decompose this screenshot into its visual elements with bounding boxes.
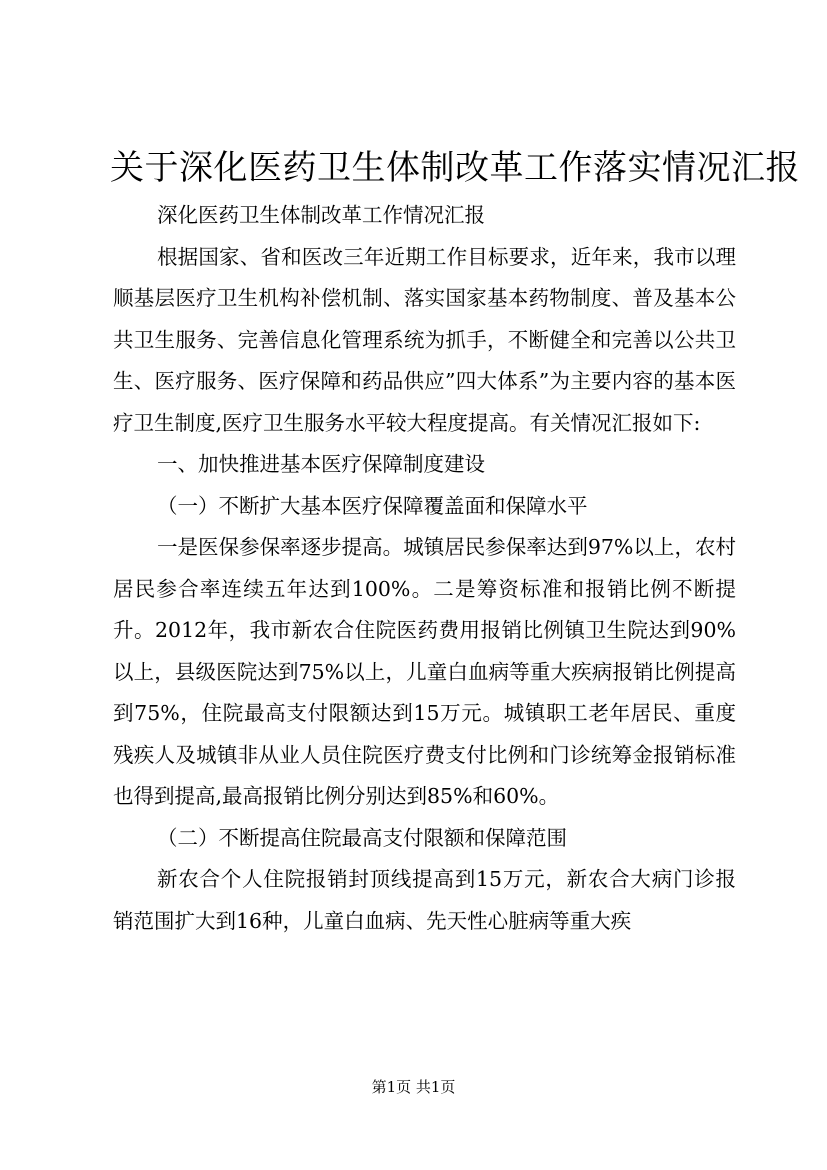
subsection-heading-2: （二）不断提高住院最高支付限额和保障范围 bbox=[157, 825, 567, 850]
document-title: 关于深化医药卫生体制改革工作落实情况汇报 bbox=[110, 148, 800, 188]
document-body bbox=[113, 195, 736, 942]
subsection-heading-1: （一）不断扩大基本医疗保障覆盖面和保障水平 bbox=[157, 493, 588, 518]
page-footer: 第1页 共1页 bbox=[371, 1078, 456, 1096]
body-paragraph-2: 新农合个人住院报销封顶线提高到15万元，新农合大病门诊报销范围扩大到16种，儿童白血病、先天性心脏病等重大疾 bbox=[113, 867, 736, 933]
body-paragraph-1: 一是医保参保率逐步提高。城镇居民参保率达到97%以上，农村居民参合率连续五年达到100%。二是筹资标准和报销比例不断提升。2012年，我市新农合住院医药费用报销比例镇卫生院达到90%以上，县级医院达到75%以上，儿童白血病等重大疾病报销比例提高到75%，住院最高支付限额达到15万元。城镇职工老年居民、重度残疾人及城镇非从业人员住院医疗费支付比例和门诊统筹金报销标准也得到提高,最高报销比例分别达到85%和60%。 bbox=[113, 535, 736, 808]
section-heading-1: 一、加快推进基本医疗保障制度建设 bbox=[157, 452, 485, 476]
intro-paragraph: 根据国家、省和医改三年近期工作目标要求，近年来，我市以理顺基层医疗卫生机构补偿机制、落实国家基本药物制度、普及基本公共卫生服务、完善信息化管理系统为抓手，不断健全和完善以公共卫生、医疗服务、医疗保障和药品供应”四大体系”为主要内容的基本医疗卫生制度,医疗卫生服务水平较大程度提高。有关情况汇报如下: bbox=[113, 244, 736, 435]
subtitle-paragraph: 深化医药卫生体制改革工作情况汇报 bbox=[157, 203, 485, 227]
